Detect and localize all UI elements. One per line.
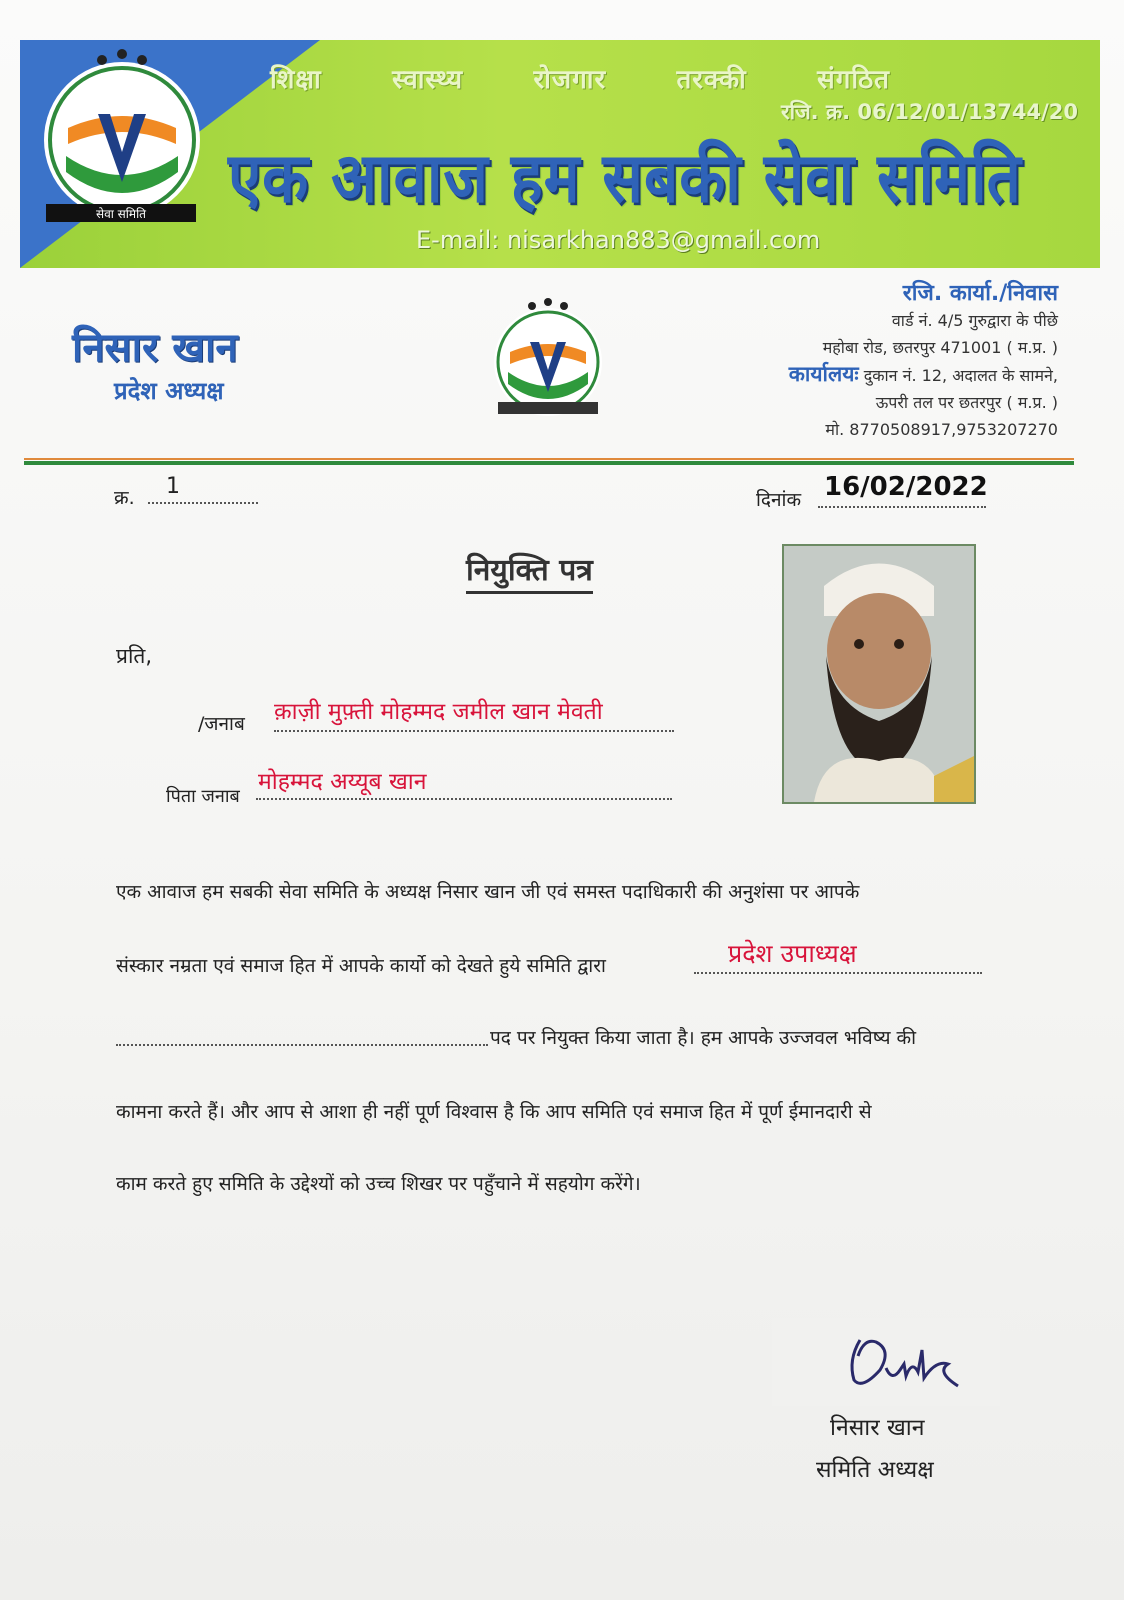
address-line: वार्ड नं. 4/5 गुरुद्वारा के पीछे (891, 311, 1058, 330)
address-block (698, 280, 1058, 443)
date-value: 16/02/2022 (824, 472, 988, 502)
body-line-3: पद पर नियुक्त किया जाता है। हम आपके उज्जवल भविष्य की (490, 1027, 917, 1049)
slogan-item: तरक्की (676, 65, 747, 95)
date-label: दिनांक (756, 489, 802, 511)
organization-logo-icon (36, 44, 208, 234)
address-line: दुकान नं. 12, अदालत के सामने, (863, 366, 1058, 385)
father-name: मोहम्मद अय्यूब खान (258, 769, 427, 795)
body-line-1: एक आवाज हम सबकी सेवा समिति के अध्यक्ष निसार खान जी एवं समस्त पदाधिकारी की अनुशंसा पर आपके (116, 881, 860, 903)
slogan-row (270, 60, 890, 96)
phone-numbers: मो. 8770508917,9753207270 (825, 420, 1058, 439)
slogan-item: संगठित (817, 65, 890, 95)
janab-label: /जनाब (198, 713, 245, 735)
office-address-line (698, 361, 1058, 389)
person-portrait-icon (784, 546, 974, 802)
address-line: ऊपरी तल पर छतरपुर ( म.प्र. ) (875, 393, 1058, 412)
ref-number: 1 (166, 474, 180, 499)
ref-dotted-line (148, 476, 258, 504)
president-name: निसार खान (72, 325, 238, 371)
to-label: प्रति, (116, 644, 153, 668)
center-logo-icon (484, 296, 612, 420)
slogan-item: रोजगार (533, 65, 607, 95)
header-divider (24, 458, 1074, 465)
president-title: प्रदेश अध्यक्ष (114, 377, 224, 405)
signer-title: समिति अध्यक्ष (816, 1457, 934, 1483)
signer-name: निसार खान (830, 1415, 925, 1441)
body-line-2: संस्कार नम्रता एवं समाज हित में आपके कार्यो को देखते हुये समिति द्वारा (116, 955, 606, 977)
appointee-photo (782, 544, 976, 804)
father-label: पिता जनाब (166, 786, 240, 807)
handwritten-signature-icon (840, 1320, 970, 1400)
letter-title: नियुक्ति पत्र (466, 548, 593, 594)
organization-email: E-mail: nisarkhan883@gmail.com (416, 226, 821, 254)
slogan-item: स्वास्थ्य (392, 65, 464, 95)
logo-caption: सेवा समिति (95, 207, 147, 221)
body-line-4: कामना करते हैं। और आप से आशा ही नहीं पूर्ण विश्वास है कि आप समिति एवं समाज हित में पूर्ण ईमानदारी से (116, 1101, 872, 1123)
body-line-5: काम करते हुए समिति के उद्देश्यों को उच्च शिखर पर पहुँचाने में सहयोग करेंगे। (116, 1173, 641, 1195)
appointee-name: क़ाज़ी मुफ़्ती मोहम्मद जमील खान मेवती (274, 699, 603, 725)
address-heading: रजि. कार्या./निवास (902, 281, 1058, 306)
ref-label: क्र. (114, 487, 135, 509)
organization-name: एक आवाज हम सबकी सेवा समिति (228, 138, 1022, 219)
registration-number: रजि. क्र. 06/12/01/13744/20 (781, 100, 1078, 124)
line3-dotted-line (116, 1016, 488, 1046)
slogan-item: शिक्षा (270, 65, 322, 95)
appointed-post: प्रदेश उपाध्यक्ष (728, 939, 857, 968)
office-label: कार्यालयः (788, 362, 859, 386)
address-line: महोबा रोड, छतरपुर 471001 ( म.प्र. ) (822, 338, 1058, 357)
